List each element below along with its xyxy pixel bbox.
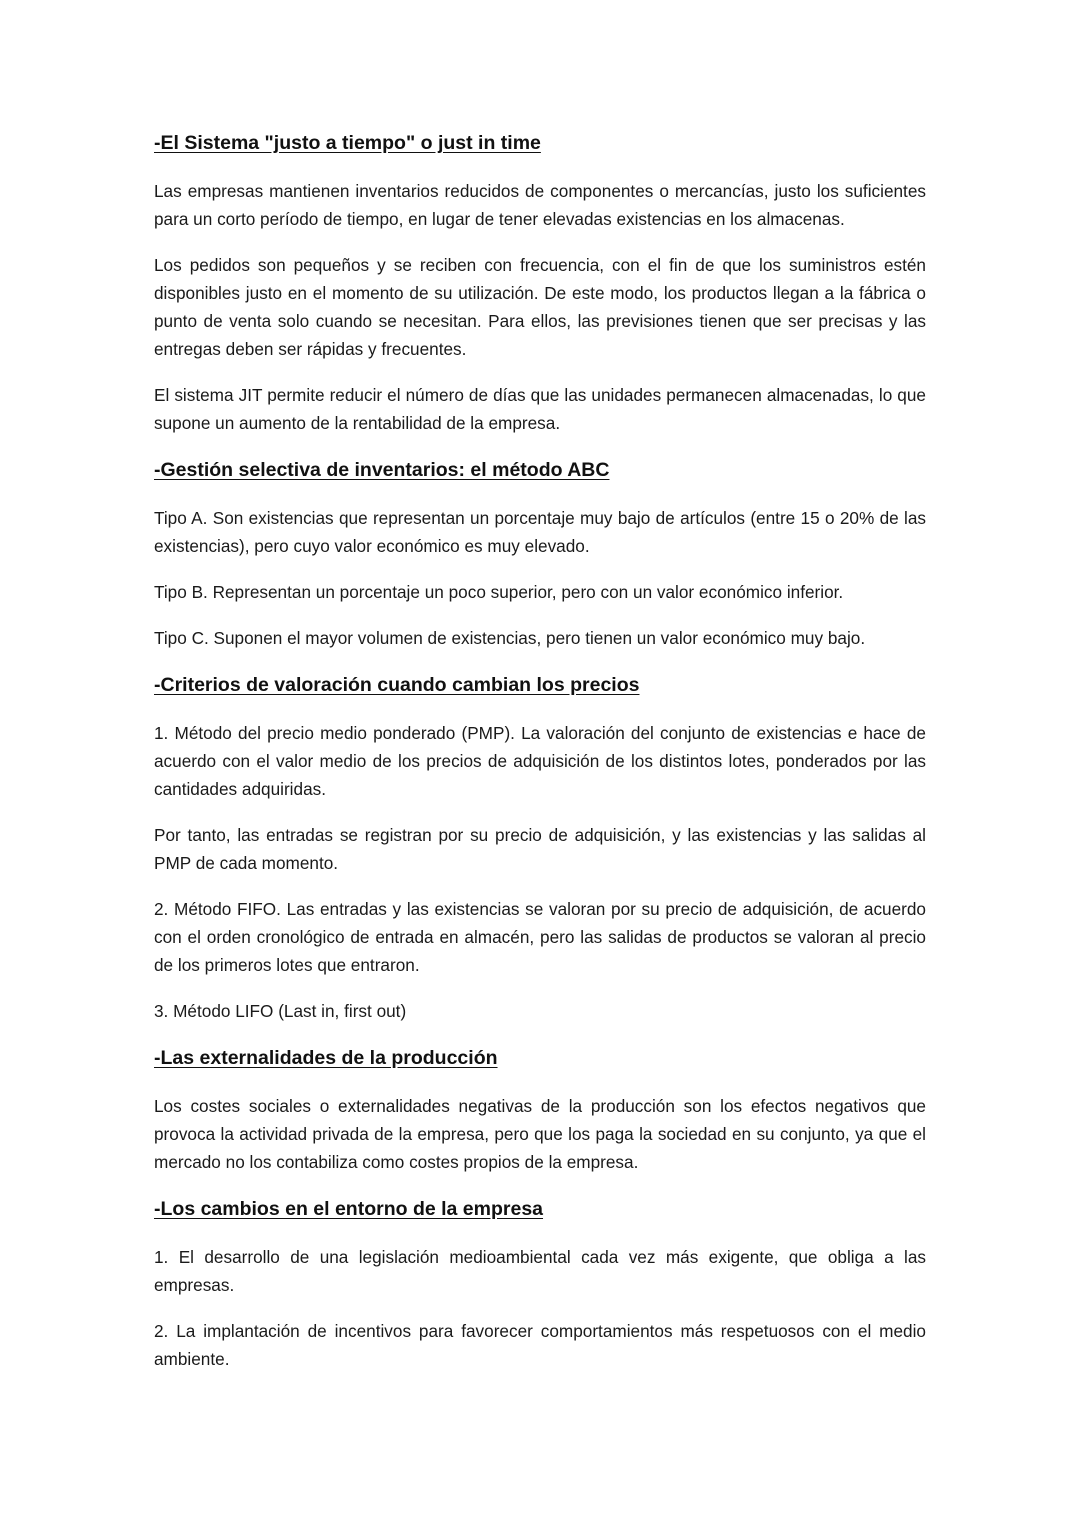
paragraph: 3. Método LIFO (Last in, first out) [154, 1001, 407, 1021]
paragraph: Las empresas mantienen inventarios reducidos de componentes o mercancías, justo los suficientes para un corto período de tiempo, en lugar de tener elevadas existencias en los almacenas. [154, 181, 926, 229]
section-abc-method [154, 455, 926, 652]
paragraph: 1. El desarrollo de una legislación medioambiental cada vez más exigente, que obliga a las empresas. [154, 1247, 926, 1295]
section-environment-changes [154, 1194, 926, 1373]
paragraph: 1. Método del precio medio ponderado (PMP). La valoración del conjunto de existencias e hace de acuerdo con el valor medio de los precios de adquisición de los distintos lotes, ponderados por las cantidades adquiridas. [154, 723, 926, 799]
paragraph: 2. La implantación de incentivos para favorecer comportamientos más respetuosos con el medio ambiente. [154, 1321, 926, 1369]
section-heading: -Los cambios en el entorno de la empresa [154, 1198, 544, 1220]
paragraph: Los costes sociales o externalidades negativas de la producción son los efectos negativos que provoca la actividad privada de la empresa, pero que los paga la sociedad en su conjunto, ya que el mercado no los contabiliza como costes propios de la empresa. [154, 1096, 926, 1172]
paragraph: 2. Método FIFO. Las entradas y las existencias se valoran por su precio de adquisición, de acuerdo con el orden cronológico de entrada en almacén, pero las salidas de productos se valoran al precio de los primeros lotes que entraron. [154, 899, 926, 975]
section-heading: -Criterios de valoración cuando cambian los precios [154, 674, 640, 696]
paragraph: Por tanto, las entradas se registran por su precio de adquisición, y las existencias y las salidas al PMP de cada momento. [154, 825, 926, 873]
paragraph: Los pedidos son pequeños y se reciben con frecuencia, con el fin de que los suministros estén disponibles justo en el momento de su utilización. De este modo, los productos llegan a la fábrica o punto de venta solo cuando se necesitan. Para ellos, las previsiones tienen que ser precisas y las entregas deben ser rápidas y frecuentes. [154, 255, 926, 359]
paragraph: Tipo C. Suponen el mayor volumen de existencias, pero tienen un valor económico muy bajo. [154, 628, 866, 648]
document-page [154, 128, 926, 1391]
section-just-in-time [154, 128, 926, 437]
paragraph: Tipo A. Son existencias que representan un porcentaje muy bajo de artículos (entre 15 o 20% de las existencias), pero cuyo valor económico es muy elevado. [154, 508, 926, 556]
section-heading: -El Sistema "justo a tiempo" o just in time [154, 132, 541, 154]
section-externalities [154, 1043, 926, 1176]
paragraph: Tipo B. Representan un porcentaje un poco superior, pero con un valor económico inferior. [154, 582, 844, 602]
section-valuation-criteria [154, 670, 926, 1025]
paragraph: El sistema JIT permite reducir el número de días que las unidades permanecen almacenadas, lo que supone un aumento de la rentabilidad de la empresa. [154, 385, 926, 433]
section-heading: -Las externalidades de la producción [154, 1047, 498, 1069]
section-heading: -Gestión selectiva de inventarios: el método ABC [154, 459, 610, 481]
